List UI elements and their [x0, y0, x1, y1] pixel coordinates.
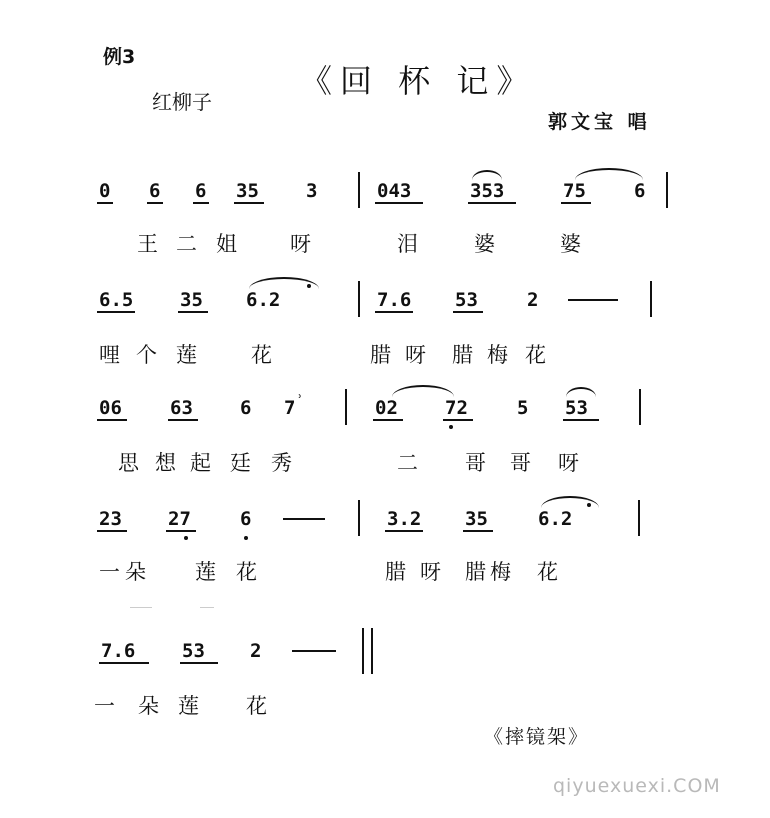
note: 02 — [375, 397, 398, 419]
underline — [97, 202, 113, 204]
lyric: 莲 — [195, 560, 216, 584]
lyric: 呀 — [290, 232, 311, 256]
note: 6.2 — [246, 289, 281, 311]
lyric: 一 — [94, 694, 115, 718]
octave-dot — [184, 536, 188, 540]
extension-dash — [283, 518, 325, 520]
barline — [358, 281, 360, 317]
lyric: 呀 — [405, 343, 426, 367]
lyric: 花 — [236, 560, 257, 584]
score-line-3 — [0, 393, 770, 437]
lyric: 王 — [137, 232, 158, 256]
lyric: 秀 — [271, 451, 292, 475]
octave-dot — [307, 284, 311, 288]
underline — [97, 530, 127, 532]
note: 06 — [99, 397, 122, 419]
note: 53 — [182, 640, 205, 662]
grace-mark: ʾ — [298, 393, 303, 409]
note: 353 — [470, 180, 505, 202]
lyric: 梅 — [490, 560, 511, 584]
scan-mark — [200, 607, 214, 608]
lyric: 花 — [537, 560, 558, 584]
score-line-1 — [0, 180, 770, 220]
barline — [666, 172, 668, 208]
lyric: 腊 — [452, 343, 473, 367]
lyric: 朵 — [138, 694, 159, 718]
lyrics-line-3 — [0, 447, 770, 487]
note: 2 — [527, 289, 539, 311]
underline — [166, 530, 196, 532]
lyric: 一 — [99, 560, 120, 584]
lyric: 腊 — [370, 343, 391, 367]
underline — [561, 202, 591, 204]
note: 23 — [99, 508, 122, 530]
note: 35 — [180, 289, 203, 311]
lyric: 花 — [246, 694, 267, 718]
lyric: 花 — [251, 343, 272, 367]
slur — [472, 170, 502, 180]
lyric: 腊 — [465, 560, 486, 584]
underline — [99, 662, 149, 664]
note: 3.2 — [387, 508, 422, 530]
note: 6 — [195, 180, 207, 202]
octave-dot — [449, 425, 453, 429]
note: 6 — [149, 180, 161, 202]
lyric: 哥 — [465, 451, 486, 475]
lyric: 花 — [525, 343, 546, 367]
note: 6.5 — [99, 289, 134, 311]
lyric: 腊 — [385, 560, 406, 584]
note: 35 — [236, 180, 259, 202]
lyric: 廷 — [230, 451, 251, 475]
barline — [358, 500, 360, 536]
underline — [178, 311, 208, 313]
note: 6 — [240, 397, 252, 419]
lyric: 呀 — [558, 451, 579, 475]
lyric: 婆 — [474, 232, 495, 256]
underline — [375, 202, 423, 204]
watermark: qiyuexuexi.COM — [553, 775, 721, 797]
lyric: 个 — [136, 343, 157, 367]
note: 6 — [240, 508, 252, 530]
note: 7.6 — [377, 289, 412, 311]
lyric: 哩 — [99, 343, 120, 367]
note: 2 — [250, 640, 262, 662]
source-title: 《摔镜架》 — [484, 726, 590, 748]
lyrics-line-1 — [0, 228, 770, 268]
lyric: 婆 — [560, 232, 581, 256]
note: 7 — [284, 397, 296, 419]
lyric: 姐 — [216, 232, 237, 256]
lyric: 泪 — [397, 232, 418, 256]
underline — [563, 419, 599, 421]
note: 27 — [168, 508, 191, 530]
barline — [639, 389, 641, 425]
note: 3 — [306, 180, 318, 202]
underline — [373, 419, 403, 421]
octave-dot — [244, 536, 248, 540]
lyric: 哥 — [510, 451, 531, 475]
note: 5 — [517, 397, 529, 419]
underline — [168, 419, 198, 421]
score-line-2 — [0, 289, 770, 329]
extension-dash — [568, 299, 618, 301]
note: 35 — [465, 508, 488, 530]
extension-dash — [292, 650, 336, 652]
underline — [375, 311, 413, 313]
note: 0 — [99, 180, 111, 202]
underline — [463, 530, 493, 532]
lyrics-line-4 — [0, 556, 770, 596]
lyrics-line-2 — [0, 339, 770, 379]
lyric: 起 — [190, 451, 211, 475]
scan-mark — [130, 607, 152, 608]
note: 63 — [170, 397, 193, 419]
barline — [345, 389, 347, 425]
note: 53 — [565, 397, 588, 419]
underline — [385, 530, 423, 532]
lyric: 二 — [397, 451, 418, 475]
note: 53 — [455, 289, 478, 311]
underline — [97, 419, 127, 421]
barline — [638, 500, 640, 536]
score-line-5 — [0, 640, 770, 680]
octave-dot — [587, 503, 591, 507]
lyric: 莲 — [178, 694, 199, 718]
lyric: 呀 — [420, 560, 441, 584]
example-number: 例3 — [103, 46, 136, 68]
slur — [392, 385, 454, 397]
underline — [453, 311, 483, 313]
slur — [575, 168, 643, 180]
lyric: 想 — [155, 451, 176, 475]
underline — [147, 202, 163, 204]
lyric: 二 — [176, 232, 197, 256]
tune-name: 红柳子 — [152, 90, 212, 114]
lyric: 朵 — [125, 560, 146, 584]
final-barline — [362, 628, 364, 674]
underline — [97, 311, 135, 313]
page-title: 《回 杯 记》 — [300, 62, 537, 100]
final-barline — [371, 628, 373, 674]
note: 043 — [377, 180, 412, 202]
underline — [193, 202, 209, 204]
score-line-4 — [0, 508, 770, 548]
underline — [180, 662, 218, 664]
lyrics-line-5 — [0, 690, 770, 730]
note: 6.2 — [538, 508, 573, 530]
slur — [566, 387, 596, 397]
underline — [443, 419, 473, 421]
lyric: 梅 — [487, 343, 508, 367]
note: 75 — [563, 180, 586, 202]
lyric: 思 — [118, 451, 139, 475]
lyric: 莲 — [176, 343, 197, 367]
note: 6 — [634, 180, 646, 202]
underline — [234, 202, 264, 204]
note: 7.6 — [101, 640, 136, 662]
underline — [468, 202, 516, 204]
barline — [650, 281, 652, 317]
barline — [358, 172, 360, 208]
singer-credit: 郭文宝 唱 — [548, 111, 651, 133]
note: 72 — [445, 397, 468, 419]
